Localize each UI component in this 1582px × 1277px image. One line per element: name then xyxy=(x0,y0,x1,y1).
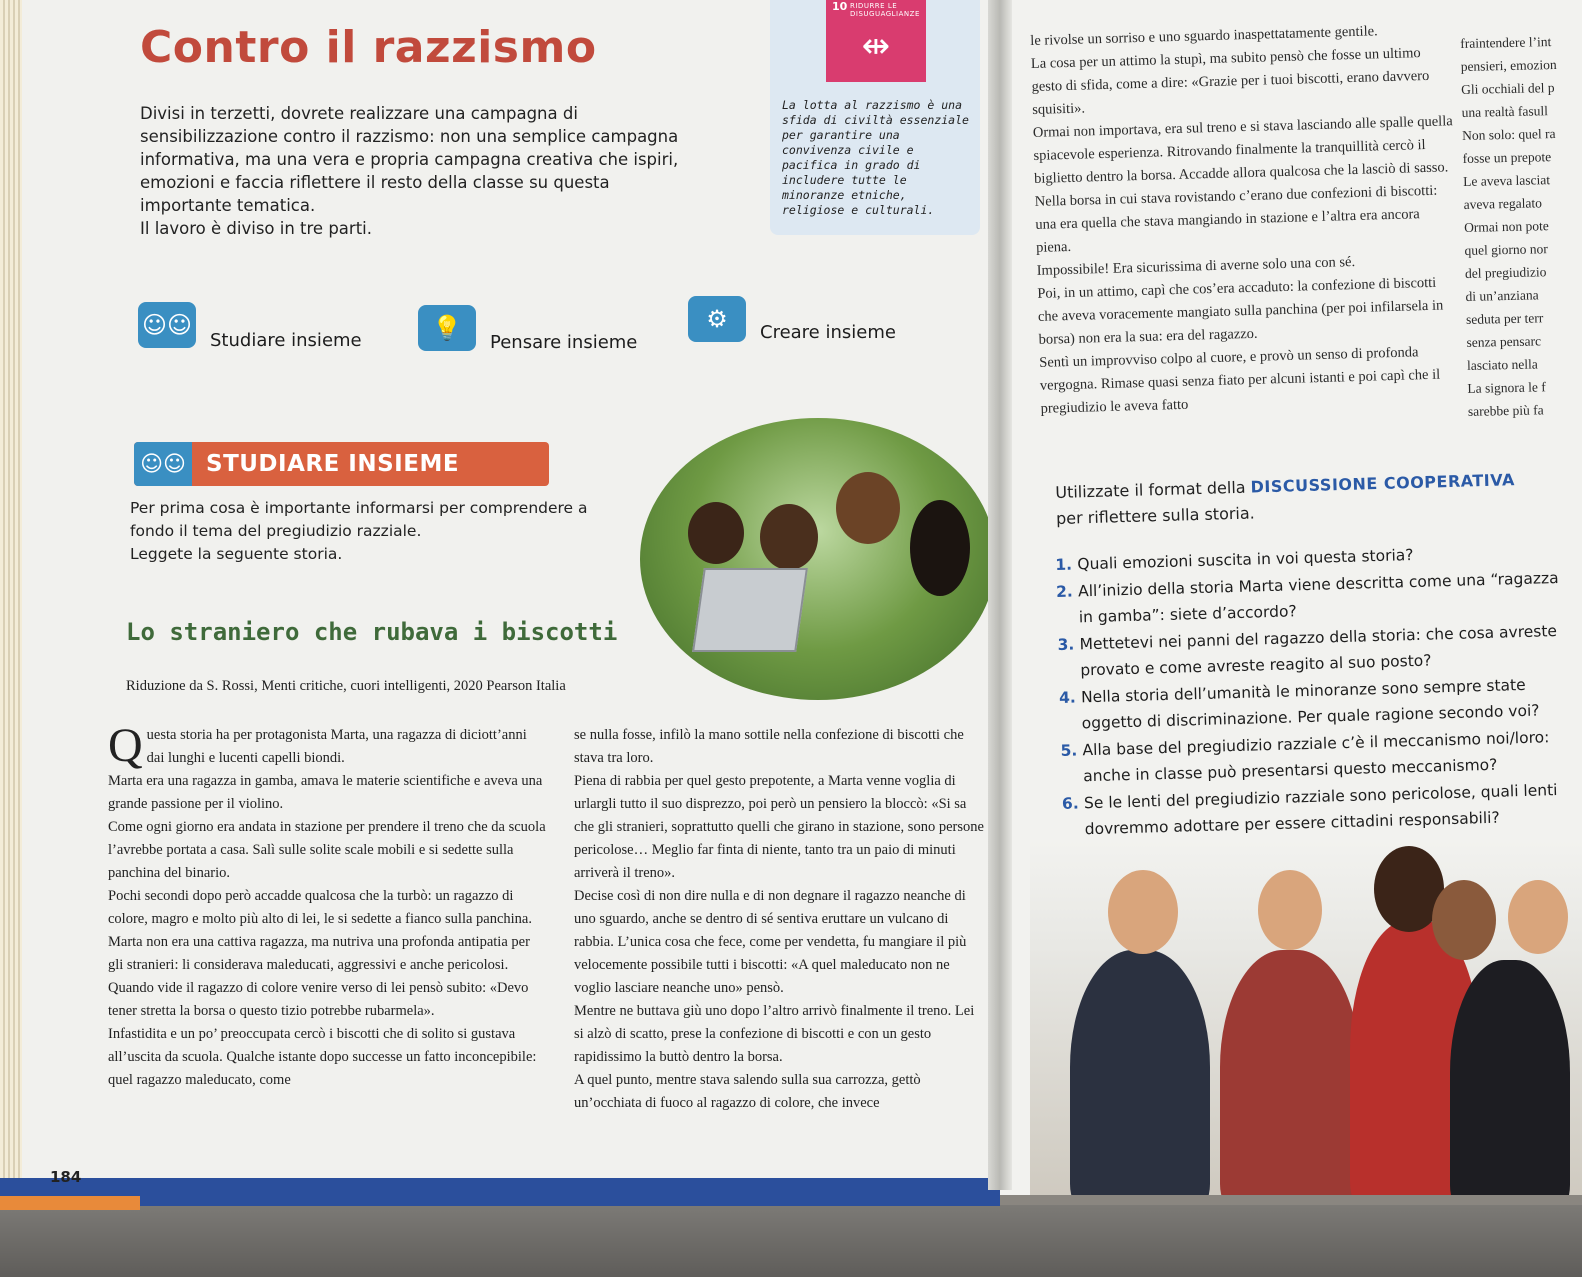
page-corner-bar xyxy=(0,1196,140,1210)
equality-icon: ⇹ xyxy=(861,26,891,66)
study-instructions xyxy=(130,497,630,566)
question-text: Nella storia dell’umanità le minoranze sono sempre state oggetto di discriminazione. Per quale ragione secondo voi? xyxy=(1080,675,1540,733)
story-paragraph: Impossibile! Era sicurissima di averne solo una con sé. xyxy=(1036,254,1356,279)
page-number: 184 xyxy=(50,1168,82,1186)
lightbulb-icon: 💡 xyxy=(418,305,476,351)
story-column-2 xyxy=(574,724,984,1115)
story-paragraph: Pochi secondi dopo però accadde qualcosa che la turbò: un ragazzo di colore, magro e molto più alto di lei, le si sedette a fianco sulla panchina. Marta non era una cattiva ragazza, ma nutriva una profonda antipatia per gli stranieri: li considerava maleducati, aggressivi e anche pericolosi. xyxy=(108,888,532,973)
photo-person xyxy=(910,500,970,596)
story-column-1 xyxy=(108,719,548,1092)
text-fragment: quel giorno nor xyxy=(1464,241,1548,258)
study-text-1: Per prima cosa è importante informarsi per comprendere a fondo il tema del pregiudizio razziale. xyxy=(130,499,588,540)
photo-face xyxy=(1108,870,1178,954)
question-text: Mettetevi nei panni del ragazzo della storia: che cosa avreste provato e come avreste reagito al suo posto? xyxy=(1079,621,1558,680)
text-fragment: Ormai non pote xyxy=(1463,218,1549,235)
goal-text: La lotta al razzismo è una sfida di civiltà essenziale per garantire una convivenza civile e pacifica in grado di includere tutte le minoranze etniche, religiose e culturali. xyxy=(782,98,969,217)
laptop xyxy=(692,568,808,652)
text-fragment: Gli occhiali del p xyxy=(1461,80,1555,97)
activity-label: Studiare insieme xyxy=(210,330,362,351)
page-bottom-stripe xyxy=(0,1178,1000,1206)
people-icon: ☺☺ xyxy=(138,302,196,348)
question-number: 4. xyxy=(1058,687,1076,707)
story-continued xyxy=(1030,18,1461,421)
photo-person xyxy=(688,502,744,564)
story-text: uesta storia ha per protagonista Marta, una ragazza di diciott’anni dai lunghi e lucenti capelli biondi. xyxy=(146,727,527,766)
goal-number: 10 xyxy=(832,0,848,13)
text-fragment: fosse un prepote xyxy=(1462,149,1552,166)
intro-parts-note: Il lavoro è diviso in tre parti. xyxy=(140,219,372,238)
story-paragraph xyxy=(108,719,548,772)
question-number: 2. xyxy=(1055,582,1074,601)
activity-creare xyxy=(688,294,896,343)
question-text: Alla base del pregiudizio razziale c’è il meccanismo noi/loro: anche in classe può presentarsi questo meccanismo? xyxy=(1082,727,1550,786)
text-fragment: lasciato nella xyxy=(1466,356,1538,373)
intro-paragraph: Divisi in terzetti, dovrete realizzare una campagna di sensibilizzazione contro il razzismo: non una semplice campagna informativa, ma una vera e propria campagna creativa che ispiri, emozioni e faccia riflettere il resto della classe su questa importante tematica. xyxy=(140,104,679,215)
story-title: Lo straniero che rubava i biscotti xyxy=(126,618,618,646)
activity-studiare xyxy=(138,298,362,351)
photo-face xyxy=(1258,870,1322,950)
text-fragment: una realtà fasull xyxy=(1461,103,1549,120)
photo-person xyxy=(1450,960,1570,1195)
people-icon: ☺☺ xyxy=(134,442,192,486)
book-fold xyxy=(988,0,1012,1190)
text-fragment: La signora le f xyxy=(1467,379,1546,396)
photo-face xyxy=(1508,880,1568,954)
story-paragraph: Quando vide il ragazzo di colore venire verso di lei pensò subito: «Devo tener stretta la borsa o questo tizio potrebbe rubarmela». xyxy=(108,980,529,1019)
story-paragraph: Poi, in un attimo, capì che cos’era accaduto: la confezione di biscotti che aveva voracemente mangiato sulla panchina (per poi infilarsela in borsa) non era la sua: era del ragazzo. xyxy=(1037,274,1444,348)
drop-cap: Q xyxy=(108,719,143,772)
discussion-pre: Utilizzate il format della xyxy=(1055,477,1251,502)
question-text: Quali emozioni suscita in voi questa storia? xyxy=(1077,545,1414,574)
story-paragraph: Mentre ne buttava giù uno dopo l’altro arrivò finalmente il treno. Lei si alzò di scatto, prese la confezione di biscotti e con un gesto rapidissimo la buttò dentro la borsa. xyxy=(574,1003,975,1065)
story-paragraph: A quel punto, mentre stava salendo sulla sua carrozza, gettò un’occhiata di fuoco al ragazzo di colore, che invece xyxy=(574,1072,921,1111)
question-number: 5. xyxy=(1060,740,1078,760)
question-text: Se le lenti del pregiudizio razziale sono pericolose, quali lenti dovremmo adottare per essere cittadini responsabili? xyxy=(1083,780,1558,839)
table-surface xyxy=(0,1205,1582,1277)
question-number: 6. xyxy=(1061,793,1079,813)
story-paragraph: Marta era una ragazza in gamba, amava le materie scientifiche e aveva una grande passione per il violino. xyxy=(108,773,543,812)
students-group-photo xyxy=(1030,840,1582,1195)
photo-person xyxy=(1070,950,1210,1195)
intro-text xyxy=(140,102,700,240)
story-paragraph: se nulla fosse, infilò la mano sottile nella confezione di biscotti che stava tra loro. xyxy=(574,727,964,766)
photo-person xyxy=(836,472,900,544)
photo-person xyxy=(760,504,818,570)
text-fragment: senza pensarc xyxy=(1466,333,1542,350)
text-fragment: fraintendere l’int xyxy=(1460,34,1552,51)
question-list xyxy=(1055,537,1582,843)
text-fragment: di un’anziana xyxy=(1465,287,1539,304)
study-text-2: Leggete la seguente storia. xyxy=(130,545,343,563)
story-paragraph: Ormai non importava, era sul treno e si stava lasciando alle spalle quella spiacevole esperienza. Ritrovando finalmente la tranquillità cercò il biglietto dentro la borsa. Accadde allora qualcosa che la lasciò di sasso. Nella borsa in cui stava rovistando c’erano due confezioni di biscotti: una era quella che stava mangiando in stazione e l’altra era ancora piena. xyxy=(1032,113,1453,256)
gear-icon: ⚙ xyxy=(688,296,746,342)
section-title: STUDIARE INSIEME xyxy=(206,451,460,477)
text-fragment: pensieri, emozion xyxy=(1460,56,1557,74)
sdg-goal-badge xyxy=(826,0,926,82)
question-number: 1. xyxy=(1055,555,1073,574)
section-header xyxy=(134,442,549,486)
photo-face xyxy=(1432,880,1496,960)
question-text: All’inizio della storia Marta viene descritta come una “ragazza in gamba”: siete d’accordo? xyxy=(1077,568,1559,627)
text-fragment: del pregiudizio xyxy=(1464,264,1547,281)
story-paragraph: Come ogni giorno era andata in stazione per prendere il treno che da scuola l’avrebbe portata a casa. Salì sulle solite scale mobili e si sedette sulla panchina del binario. xyxy=(108,819,546,881)
story-paragraph: Decise così di non dire nulla e di non degnare il ragazzo neanche di uno sguardo, anche se dentro di sé sentiva eruttare un vulcano di rabbia. L’unica cosa che fece, come per vendetta, fu mangiare il più velocemente possibile tutti i biscotti: «A quel maleducato non ne voglio lasciare neanche uno» pensò. xyxy=(574,888,967,996)
text-fragment: sarebbe più fa xyxy=(1467,402,1544,419)
students-laptop-photo xyxy=(640,418,996,700)
discussion-format: DISCUSSIONE COOPERATIVA xyxy=(1250,470,1516,497)
page-title: Contro il razzismo xyxy=(140,22,597,73)
activity-label: Creare insieme xyxy=(760,322,896,343)
activity-pensare xyxy=(418,302,637,353)
discussion-post: per riflettere sulla storia. xyxy=(1055,503,1255,528)
story-paragraph: Sentì un improvviso colpo al cuore, e provò un senso di profonda vergogna. Rimase quasi senza fiato per alcuni istanti e poi capì che il pregiudizio le aveva fatto xyxy=(1039,344,1441,417)
story-paragraph: La cosa per un attimo la stupì, ma subito pensò che fosse un ultimo gesto di sfida, come a dire: «Grazie per i tuoi biscotti, erano davvero squisiti». xyxy=(1030,45,1430,118)
story-paragraph: le rivolse un sorriso e uno sguardo inaspettatamente gentile. xyxy=(1030,23,1378,49)
goal-label: RIDURRE LE DISUGUAGLIANZE xyxy=(850,2,920,18)
activity-label: Pensare insieme xyxy=(490,332,638,353)
story-column-cut xyxy=(1460,29,1582,423)
text-fragment: seduta per terr xyxy=(1465,310,1544,327)
text-fragment: Le aveva lasciat xyxy=(1462,172,1551,189)
photo-person xyxy=(1220,950,1360,1195)
story-source: Riduzione da S. Rossi, Menti critiche, cuori intelligenti, 2020 Pearson Italia xyxy=(126,678,566,694)
story-paragraph: Infastidita e un po’ preoccupata cercò i biscotti che di solito si gustava all’uscita da scuola. Qualche istante dopo successe un fatto inconcepibile: quel ragazzo maleducato, come xyxy=(108,1026,537,1088)
text-fragment: Non solo: quel ra xyxy=(1462,126,1556,143)
story-paragraph: Piena di rabbia per quel gesto prepotente, a Marta venne voglia di urlargli tutto il suo disprezzo, poi però un pensiero la bloccò: «Si sa che gli stranieri, soprattutto quelli che girano in stazione, sono persone pericolose… Meglio far finta di niente, tanto tra un paio di minuti arriverà il treno». xyxy=(574,773,984,881)
text-fragment: aveva regalato xyxy=(1463,195,1543,212)
question-number: 3. xyxy=(1057,635,1075,654)
